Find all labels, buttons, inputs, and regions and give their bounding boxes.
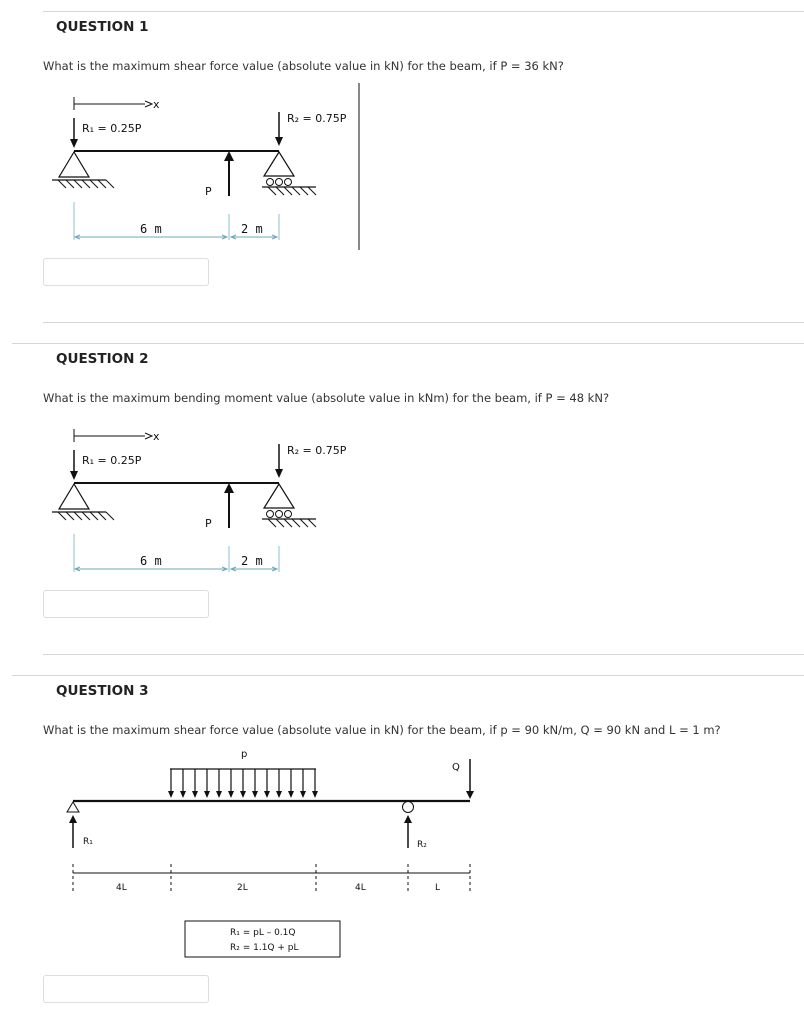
dimension-right-label: 2 m: [241, 554, 263, 568]
question-3-beam-diagram: [0, 740, 804, 970]
r1-reaction-arrow: [70, 450, 78, 480]
question-3-title: QUESTION 3: [56, 683, 149, 699]
r1-label: R₁ = 0.25P: [82, 122, 142, 135]
x-axis-label: x: [153, 98, 160, 111]
divider-q3-start: [12, 675, 804, 676]
dimension-4-label: L: [435, 883, 441, 893]
formula-r2: R₂ = 1.1Q + pL: [230, 943, 299, 953]
p-label: P: [205, 517, 212, 530]
dimension-left-label: 6 m: [140, 222, 162, 236]
divider-q2-end: [43, 654, 804, 655]
dimension-line: [73, 864, 470, 892]
r2-reaction-arrow: [275, 444, 283, 478]
pin-support: [52, 152, 114, 188]
roller-support: [262, 152, 316, 195]
dimension-1-label: 4L: [116, 883, 127, 893]
question-1-text: What is the maximum shear force value (absolute value in kN) for the beam, if P = 36 kN?: [43, 59, 564, 73]
roller-support: [262, 484, 316, 527]
dimension-right-label: 2 m: [241, 222, 263, 236]
distributed-load-label: p: [241, 749, 248, 760]
r1-label: R₁: [83, 837, 93, 847]
dimension-2-label: 2L: [237, 883, 248, 893]
r1-reaction-arrow: [70, 118, 78, 148]
r2-reaction-arrow: [275, 112, 283, 146]
p-load-arrow: [224, 483, 234, 528]
question-1-title: QUESTION 1: [56, 19, 149, 35]
question-3-text: What is the maximum shear force value (absolute value in kN) for the beam, if p = 90 kN/m, Q = 90 kN and L = 1 m?: [43, 723, 721, 737]
p-load-arrow: [224, 151, 234, 196]
r2-label: R₂ = 0.75P: [287, 112, 347, 125]
question-2-text: What is the maximum bending moment value (absolute value in kNm) for the beam, if P = 48 kN?: [43, 391, 610, 405]
question-1-answer-input[interactable]: [43, 258, 209, 286]
q-load-arrow: [466, 759, 474, 799]
roller-support: [403, 802, 414, 813]
x-axis-label: x: [153, 430, 160, 443]
x-axis-arrow: [74, 97, 152, 110]
x-axis-arrow: [74, 429, 152, 442]
p-label: P: [205, 185, 212, 198]
question-2-answer-input[interactable]: [43, 590, 209, 618]
pin-support: [52, 484, 114, 520]
question-1-beam-diagram: [0, 0, 804, 260]
r2-label: R₂ = 0.75P: [287, 444, 347, 457]
q-load-label: Q: [452, 762, 460, 773]
question-2-beam-diagram: [0, 332, 804, 592]
r1-label: R₁ = 0.25P: [82, 454, 142, 467]
dimension-3-label: 4L: [355, 883, 366, 893]
question-2-title: QUESTION 2: [56, 351, 149, 367]
divider-q1-end: [43, 322, 804, 323]
r2-reaction-arrow: [404, 815, 412, 848]
question-3-answer-input[interactable]: [43, 975, 209, 1003]
formula-r1: R₁ = pL – 0.1Q: [230, 928, 296, 938]
r1-reaction-arrow: [69, 815, 77, 848]
dimension-left-label: 6 m: [140, 554, 162, 568]
distributed-load-arrows: [168, 769, 318, 798]
pin-support: [67, 802, 79, 812]
r2-label: R₂: [417, 840, 427, 850]
